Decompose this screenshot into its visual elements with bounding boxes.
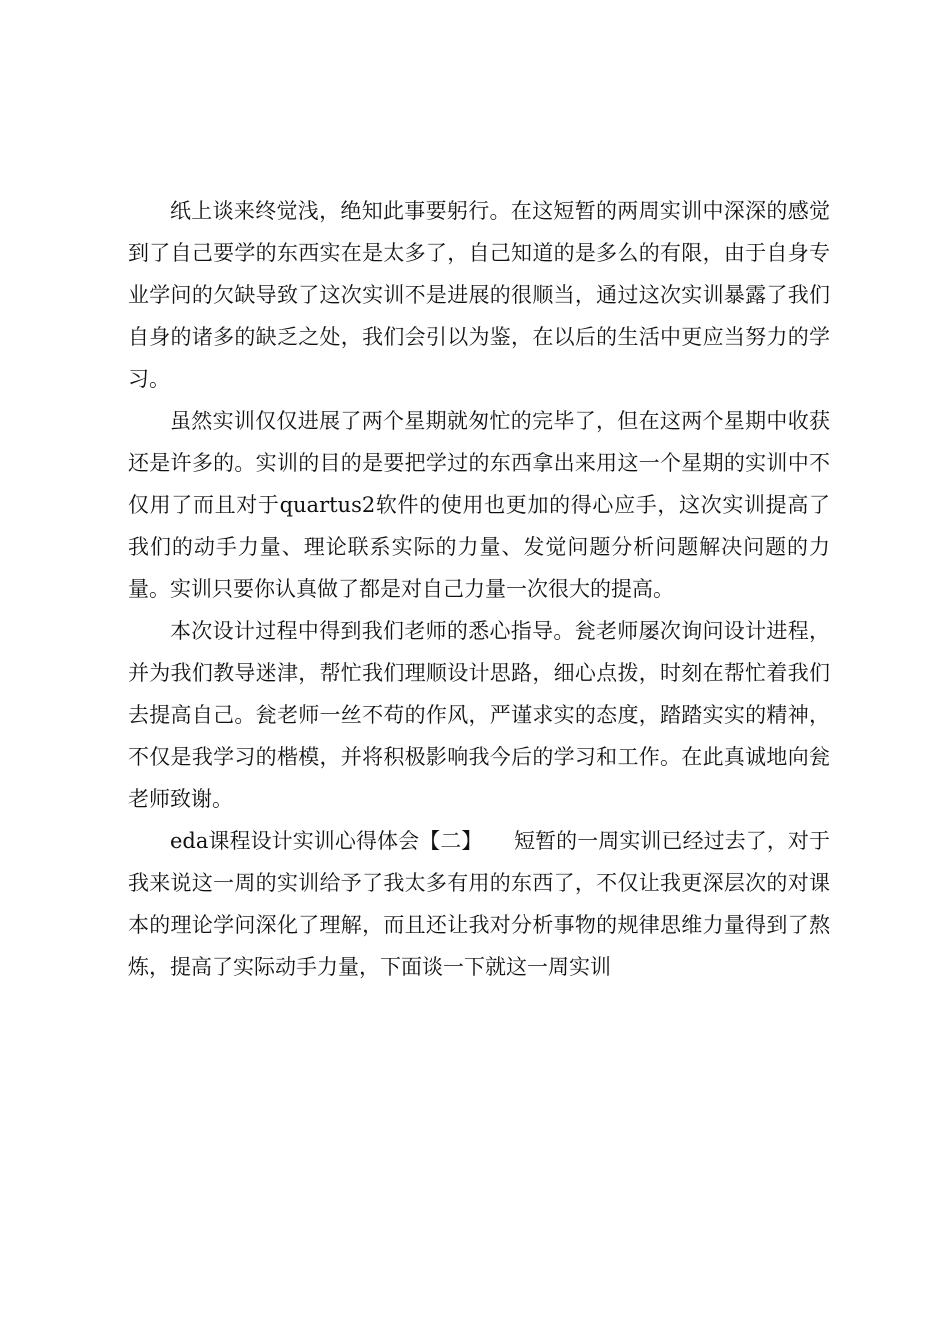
paragraph-3: 本次设计过程中得到我们老师的悉心指导。瓮老师屡次询问设计进程，并为我们教导迷津，帮忙我们理顺设计思路，细心点拨，时刻在帮忙着我们去提高自己。瓮老师一丝不苟的作风，严谨求实的态度，踏踏实实的精神，不仅是我学习的楷模，并将积极影响我今后的学习和工作。在此真诚地向瓮老师致谢。 [128, 619, 830, 811]
paragraph-1: 纸上谈来终觉浅，绝知此事要躬行。在这短暂的两周实训中深深的感觉到了自己要学的东西实在是太多了，自己知道的是多么的有限，由于自身专业学问的欠缺导致了这次实训不是进展的很顺当，通过这次实训暴露了我们自身的诸多的缺乏之处，我们会引以为鉴，在以后的生活中更应当努力的学习。 [128, 199, 830, 391]
paragraph-2: 虽然实训仅仅进展了两个星期就匆忙的完毕了，但在这两个星期中收获还是许多的。实训的目的是要把学过的东西拿出来用这一个星期的实训中不仅用了而且对于quartus2软件的使用也更加的得心应手，这次实训提高了我们的动手力量、理论联系实际的力量、发觉问题分析问题解决问题的力量。实训只要你认真做了都是对自己力量一次很大的提高。 [128, 409, 830, 601]
paragraph-4: eda课程设计实训心得体会【二】 短暂的一周实训已经过去了，对于我来说这一周的实训给予了我太多有用的东西了，不仅让我更深层次的对课本的理论学问深化了理解，而且还让我对分析事物的规律思维力量得到了熬炼，提高了实际动手力量，下面谈一下就这一周实训 [128, 829, 830, 979]
document-body [128, 190, 830, 988]
